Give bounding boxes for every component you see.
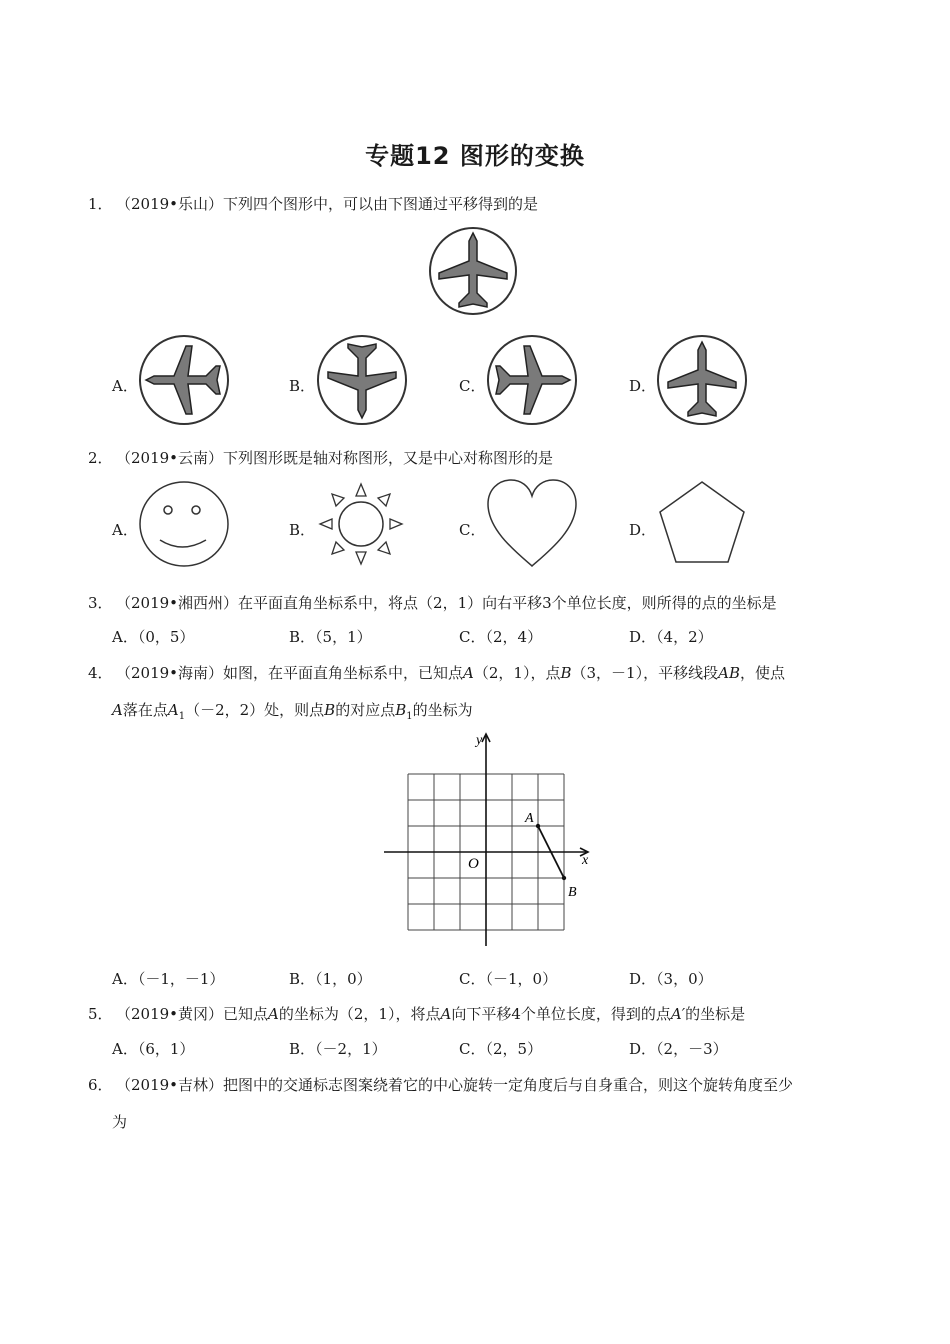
question-source: （2019•海南） bbox=[116, 664, 224, 682]
question-text: 向下平移4个单位长度，得到的点 bbox=[451, 1005, 671, 1023]
q1-option-a-label: A． bbox=[112, 377, 138, 395]
page-title: 专题12 图形的变换 bbox=[365, 142, 585, 170]
question-number: 4． bbox=[88, 664, 113, 682]
airplane-icon bbox=[328, 344, 396, 418]
q2-option-b-sun-figure bbox=[316, 478, 406, 570]
q4-coordinate-grid-figure bbox=[380, 730, 600, 950]
q5-option-c: C．（2，5） bbox=[459, 1040, 543, 1058]
axis-y-label: y bbox=[476, 733, 483, 748]
question-text: 如图，在平面直角坐标系中，已知点 bbox=[223, 664, 464, 682]
point-a-label: A bbox=[112, 701, 123, 719]
q1-option-b-figure bbox=[316, 334, 408, 426]
q4-option-c: C．（－1，0） bbox=[459, 970, 558, 988]
smiley-eye-left bbox=[164, 506, 172, 514]
q1-option-b-label: B． bbox=[289, 377, 316, 395]
q1-option-d-label: D． bbox=[629, 377, 657, 395]
q4-option-b: B．（1，0） bbox=[289, 970, 372, 988]
question-text: 的坐标为 bbox=[412, 701, 473, 719]
question-number: 3． bbox=[88, 594, 113, 612]
q1-option-a-figure bbox=[138, 334, 230, 426]
q1-reference-airplane-figure bbox=[428, 226, 518, 316]
question-5 bbox=[88, 1004, 745, 1024]
smiley-mouth bbox=[160, 540, 206, 547]
q1-option-c-figure bbox=[486, 334, 578, 426]
airplane-icon bbox=[668, 342, 736, 416]
axis-x-label: x bbox=[582, 853, 589, 868]
q5-option-a: A．（6，1） bbox=[112, 1040, 195, 1058]
question-text: （－2，2）处，则点 bbox=[185, 701, 325, 719]
question-3 bbox=[88, 593, 777, 613]
question-6 bbox=[88, 1075, 793, 1095]
q3-option-b: B．（5，1） bbox=[289, 628, 372, 646]
axes bbox=[384, 734, 588, 946]
question-text: 下列图形既是轴对称图形，又是中心对称图形的是 bbox=[223, 449, 554, 467]
q3-option-c: C．（2，4） bbox=[459, 628, 543, 646]
point-b-label: B bbox=[324, 701, 336, 719]
point-a-label: A bbox=[440, 1005, 452, 1023]
question-number: 1． bbox=[88, 195, 113, 213]
q3-option-a: A．（0，5） bbox=[112, 628, 195, 646]
q5-option-b: B．（－2，1） bbox=[289, 1040, 387, 1058]
question-number: 6． bbox=[88, 1076, 113, 1094]
q5-option-d: D．（2，－3） bbox=[629, 1040, 728, 1058]
point-b bbox=[562, 876, 566, 880]
origin-label: O bbox=[468, 856, 479, 872]
segment-ab-label: AB bbox=[718, 664, 740, 682]
question-text: 已知点 bbox=[223, 1005, 269, 1023]
point-a-label: A bbox=[463, 664, 474, 682]
question-text: 把图中的交通标志图案绕着它的中心旋转一定角度后与自身重合，则这个旋转角度至少 bbox=[223, 1076, 794, 1094]
q4-option-d: D．（3，0） bbox=[629, 970, 713, 988]
question-4-line-1 bbox=[88, 663, 785, 683]
q2-option-a-label: A． bbox=[112, 521, 138, 539]
question-source: （2019•云南） bbox=[116, 449, 224, 467]
question-4-line-2 bbox=[112, 700, 473, 727]
q2-option-c-label: C． bbox=[459, 521, 486, 539]
question-text: ，使点 bbox=[739, 664, 785, 682]
point-a-label: A bbox=[268, 1005, 279, 1023]
question-number: 2． bbox=[88, 449, 113, 467]
question-text: 下列四个图形中，可以由下图通过平移得到的是 bbox=[223, 195, 539, 213]
q2-option-d-pentagon-figure bbox=[656, 480, 748, 566]
question-number: 5． bbox=[88, 1005, 113, 1023]
question-source: （2019•湘西州） bbox=[116, 594, 239, 612]
question-text: （2，1），点 bbox=[473, 664, 561, 682]
question-text: 在平面直角坐标系中，将点（2，1）向右平移3个单位长度，则所得的点的坐标是 bbox=[238, 594, 777, 612]
question-source: （2019•黄冈） bbox=[116, 1005, 224, 1023]
point-a-figure-label: A bbox=[525, 811, 534, 826]
question-source: （2019•乐山） bbox=[116, 195, 224, 213]
question-2 bbox=[88, 448, 553, 468]
question-source: （2019•吉林） bbox=[116, 1076, 224, 1094]
question-6-line-2: 为 bbox=[112, 1113, 128, 1131]
q1-option-d-figure bbox=[656, 334, 748, 426]
point-b-label: B bbox=[560, 664, 572, 682]
q2-option-b-label: B． bbox=[289, 521, 316, 539]
question-1 bbox=[88, 194, 538, 214]
point-b-figure-label: B bbox=[568, 885, 577, 900]
q3-option-d: D．（4，2） bbox=[629, 628, 713, 646]
q4-option-a: A．（－1，－1） bbox=[112, 970, 225, 988]
point-a bbox=[536, 824, 540, 828]
question-text: 的坐标为（2，1），将点 bbox=[278, 1005, 441, 1023]
question-text: 的对应点 bbox=[335, 701, 396, 719]
airplane-icon bbox=[496, 346, 570, 414]
question-text: 落在点 bbox=[122, 701, 168, 719]
question-text: （3，－1），平移线段 bbox=[571, 664, 719, 682]
subscript: 1 bbox=[406, 711, 413, 722]
point-b1-label: B bbox=[395, 701, 407, 719]
q1-option-c-label: C． bbox=[459, 377, 486, 395]
subscript: 1 bbox=[178, 711, 186, 722]
point-a1-label: A bbox=[167, 701, 179, 719]
q2-option-a-smiley-figure bbox=[138, 480, 230, 568]
point-a-prime-label: A′ bbox=[670, 1005, 686, 1023]
airplane-icon bbox=[146, 346, 220, 414]
q2-option-d-label: D． bbox=[629, 521, 657, 539]
q2-option-c-heart-figure bbox=[486, 478, 578, 570]
airplane-icon bbox=[439, 233, 507, 307]
smiley-eye-right bbox=[192, 506, 200, 514]
question-text: 的坐标是 bbox=[685, 1005, 746, 1023]
